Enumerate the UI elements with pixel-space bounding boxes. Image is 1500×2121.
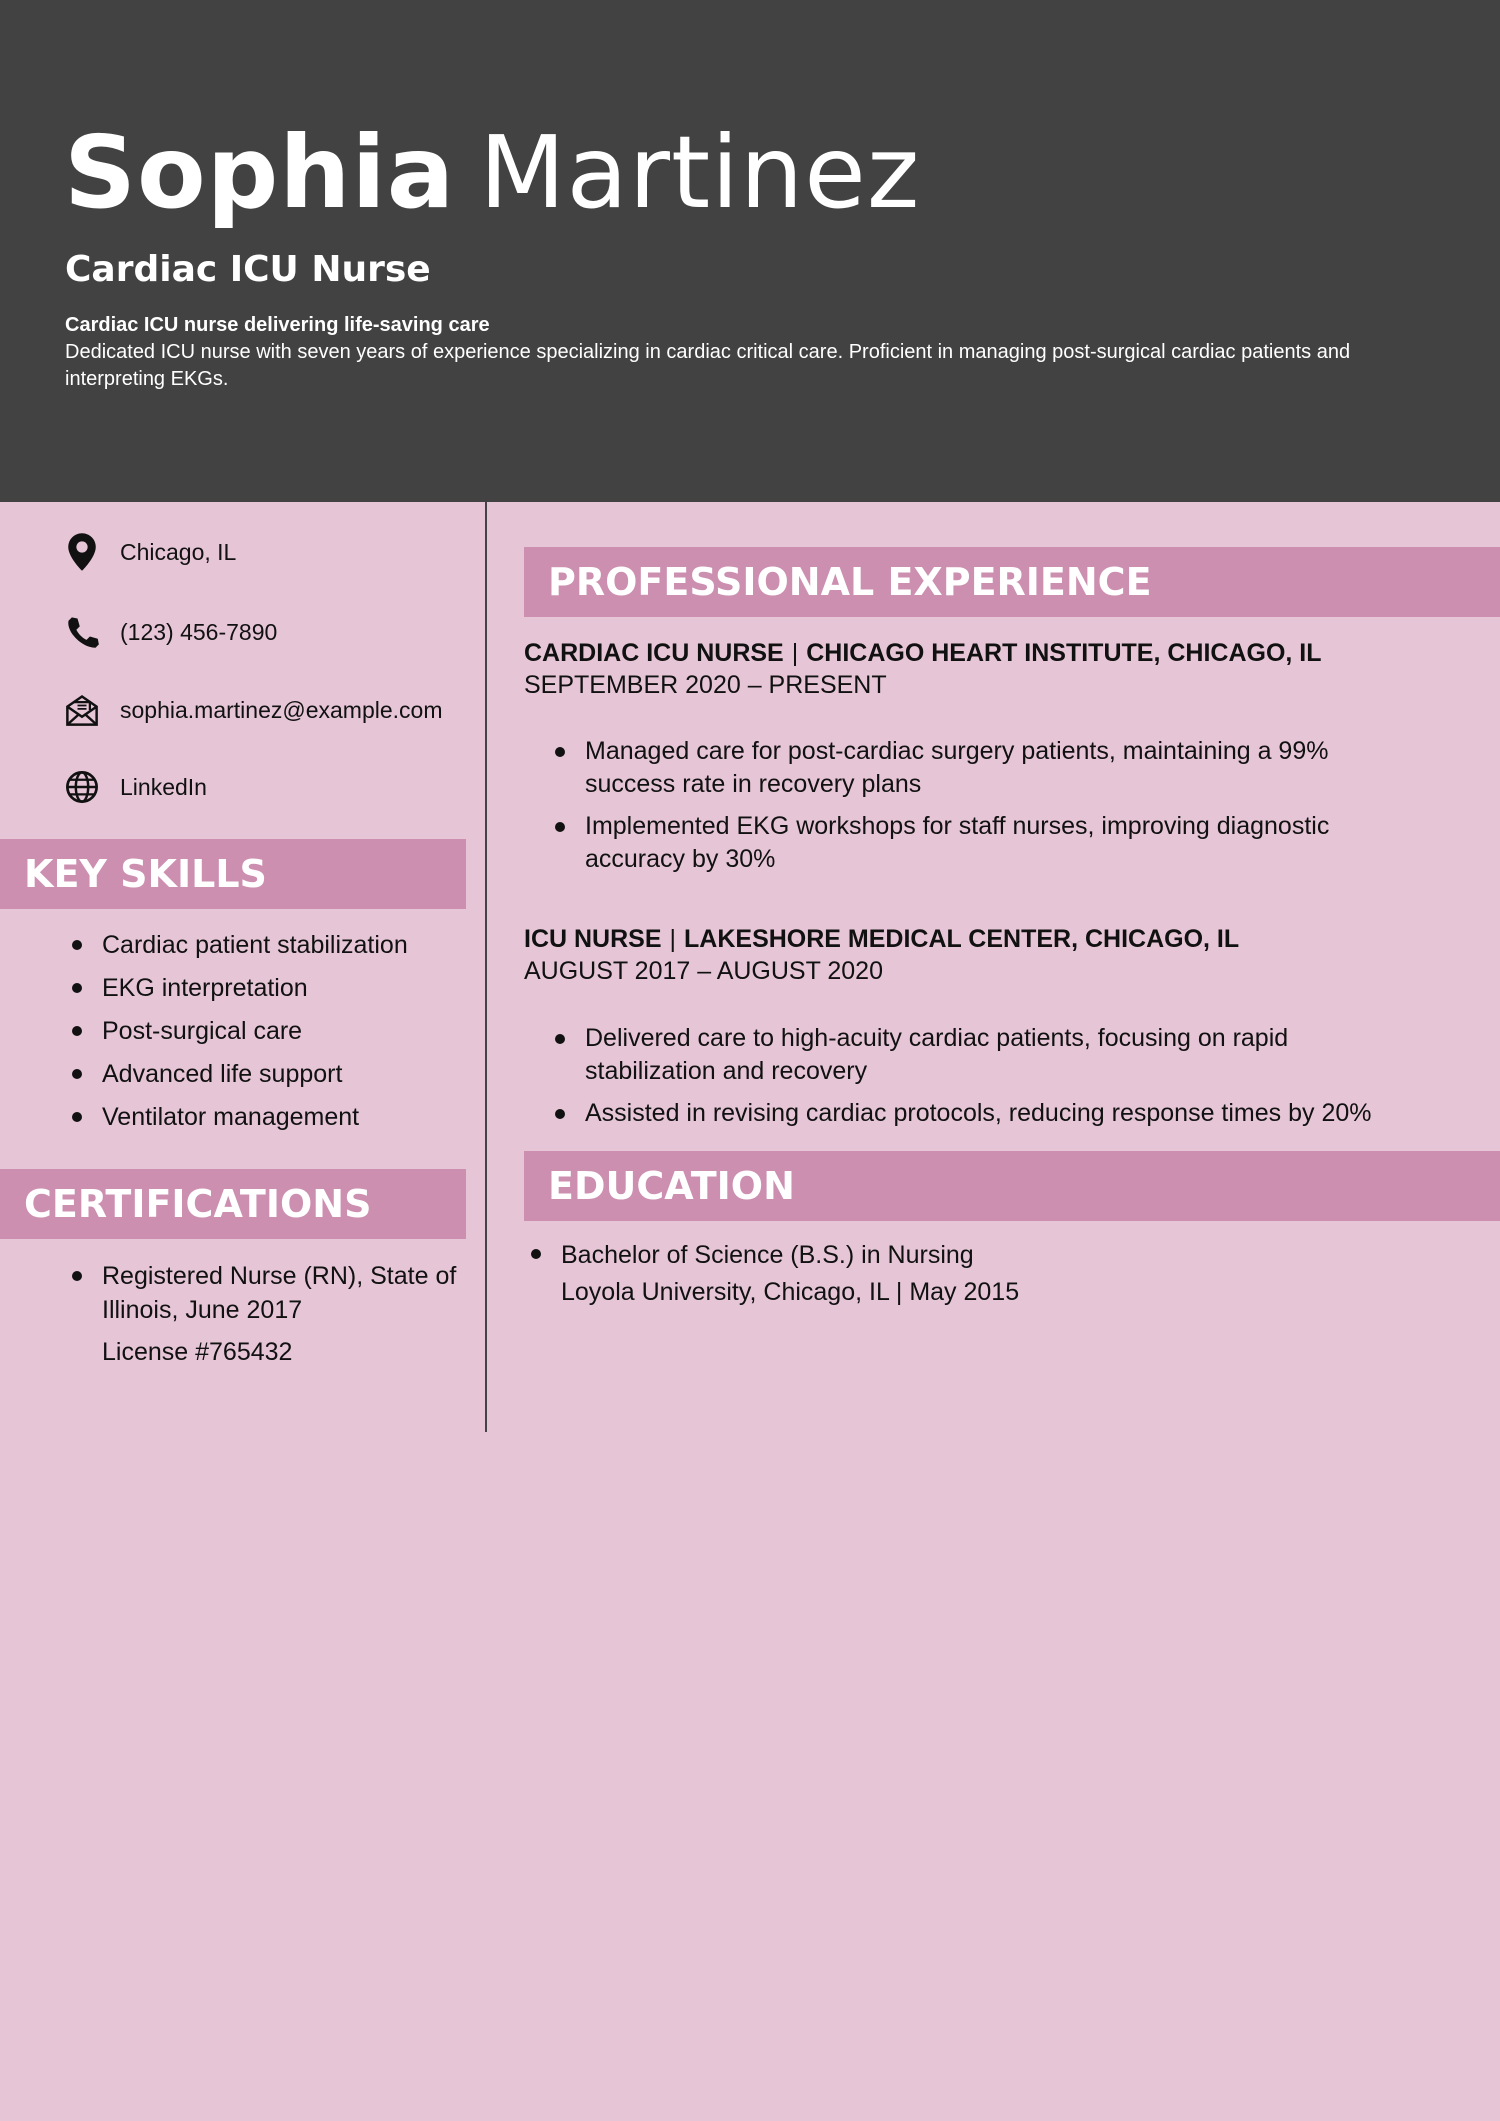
contact-linkedin xyxy=(64,765,207,809)
list-item: Managed care for post-cardiac surgery patients, maintaining a 99% success rate in recovery plans xyxy=(585,735,1415,801)
job-2-title xyxy=(524,923,1239,955)
job-2-role: ICU NURSE xyxy=(524,925,662,953)
certification-line-2: Illinois, June 2017 xyxy=(102,1296,303,1324)
skills-list xyxy=(102,928,408,1134)
education-heading: EDUCATION xyxy=(524,1151,1500,1221)
list-item: Implemented EKG workshops for staff nurses, improving diagnostic accuracy by 30% xyxy=(585,810,1415,876)
job-1-separator: | xyxy=(791,639,799,667)
phone-icon xyxy=(64,612,100,652)
resume-header xyxy=(0,0,1500,502)
job-2-separator: | xyxy=(669,925,677,953)
job-2-employer: LAKESHORE MEDICAL CENTER, CHICAGO, IL xyxy=(684,925,1240,953)
job-1-dates: SEPTEMBER 2020 – PRESENT xyxy=(524,671,887,699)
list-item: Ventilator management xyxy=(102,1100,408,1134)
first-name: Sophia xyxy=(64,114,456,231)
list-item: Advanced life support xyxy=(102,1057,408,1091)
phone-text[interactable]: (123) 456-7890 xyxy=(120,618,278,645)
education-school: Loyola University, Chicago, IL | May 2015 xyxy=(561,1278,1020,1306)
summary-text: Dedicated ICU nurse with seven years of experience specializing in cardiac critical care. Proficient in managing post-surgical cardiac patients and interpreting EKGs. xyxy=(65,341,1351,390)
contact-location xyxy=(64,530,236,574)
certifications-heading: CERTIFICATIONS xyxy=(0,1169,466,1239)
license-number: License #765432 xyxy=(102,1338,293,1366)
certification-line-1: Registered Nurse (RN), State of xyxy=(102,1262,457,1290)
summary-heading: Cardiac ICU nurse delivering life-saving care xyxy=(65,314,490,336)
skills-heading: KEY SKILLS xyxy=(0,839,466,909)
email-text[interactable]: sophia.martinez@example.com xyxy=(120,696,443,723)
job-1-title xyxy=(524,637,1322,669)
education-degree: Bachelor of Science (B.S.) in Nursing xyxy=(561,1237,1461,1274)
last-name: Martinez xyxy=(479,114,921,231)
job-2-dates: AUGUST 2017 – AUGUST 2020 xyxy=(524,957,883,985)
summary xyxy=(65,312,1385,393)
location-pin-icon xyxy=(64,532,100,572)
job-1-role: CARDIAC ICU NURSE xyxy=(524,639,784,667)
job-1-bullets xyxy=(585,735,1415,885)
list-item: Post-surgical care xyxy=(102,1014,408,1048)
location-text: Chicago, IL xyxy=(120,538,237,565)
list-item: Cardiac patient stabilization xyxy=(102,928,408,962)
certification-item xyxy=(102,1259,482,1327)
contact-email xyxy=(64,688,442,732)
experience-heading: PROFESSIONAL EXPERIENCE xyxy=(524,547,1500,617)
list-item: Assisted in revising cardiac protocols, reducing response times by 20% xyxy=(585,1097,1415,1130)
list-item: EKG interpretation xyxy=(102,971,408,1005)
globe-icon xyxy=(64,767,100,807)
contact-phone xyxy=(64,610,277,654)
education-entry xyxy=(561,1237,1461,1311)
linkedin-link[interactable]: LinkedIn xyxy=(120,773,207,800)
candidate-name xyxy=(64,108,920,238)
job-2-bullets xyxy=(585,1022,1415,1139)
email-icon xyxy=(64,690,100,730)
job-1-employer: CHICAGO HEART INSTITUTE, CHICAGO, IL xyxy=(806,639,1322,667)
list-item: Delivered care to high-acuity cardiac patients, focusing on rapid stabilization and recovery xyxy=(585,1022,1415,1088)
job-title: Cardiac ICU Nurse xyxy=(65,249,431,290)
column-divider xyxy=(485,502,487,1432)
certifications-list xyxy=(102,1259,482,1369)
